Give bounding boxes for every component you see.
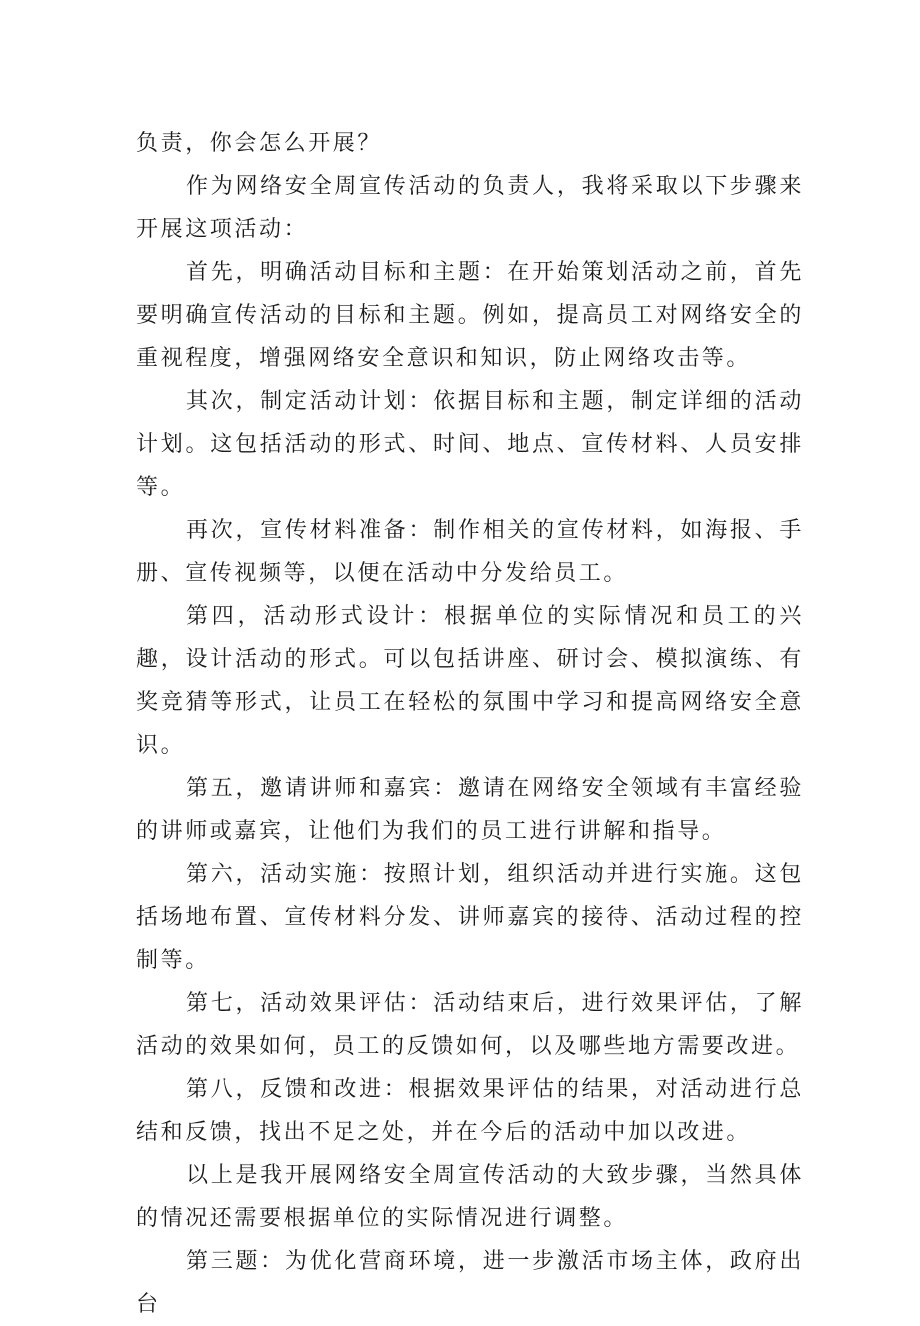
paragraph-step-6: 第六，活动实施：按照计划，组织活动并进行实施。这包括场地布置、宣传材料分发、讲师嘉宾的接待、活动过程的控制等。	[136, 862, 804, 973]
paragraph-step-4: 第四，活动形式设计：根据单位的实际情况和员工的兴趣，设计活动的形式。可以包括讲座、研讨会、模拟演练、有奖竞猜等形式，让员工在轻松的氛围中学习和提高网络安全意识。	[136, 604, 804, 758]
paragraph-question-3: 第三题：为优化营商环境，进一步激活市场主体，政府出台	[136, 1249, 804, 1317]
paragraph-step-5: 第五，邀请讲师和嘉宾：邀请在网络安全领域有丰富经验的讲师或嘉宾，让他们为我们的员工进行讲解和指导。	[136, 776, 804, 844]
paragraph-step-1: 首先，明确活动目标和主题：在开始策划活动之前，首先要明确宣传活动的目标和主题。例如，提高员工对网络安全的重视程度，增强网络安全意识和知识，防止网络攻击等。	[136, 260, 804, 371]
paragraph-summary: 以上是我开展网络安全周宣传活动的大致步骤，当然具体的情况还需要根据单位的实际情况进行调整。	[136, 1163, 804, 1231]
document-body	[136, 122, 804, 1326]
paragraph-continuation: 负责，你会怎么开展？	[136, 131, 383, 156]
paragraph-step-3: 再次，宣传材料准备：制作相关的宣传材料，如海报、手册、宣传视频等，以便在活动中分发给员工。	[136, 518, 804, 586]
paragraph-step-2: 其次，制定活动计划：依据目标和主题，制定详细的活动计划。这包括活动的形式、时间、地点、宣传材料、人员安排等。	[136, 389, 804, 500]
paragraph-step-8: 第八，反馈和改进：根据效果评估的结果，对活动进行总结和反馈，找出不足之处，并在今后的活动中加以改进。	[136, 1077, 804, 1145]
paragraph-intro: 作为网络安全周宣传活动的负责人，我将采取以下步骤来开展这项活动：	[136, 174, 804, 242]
paragraph-step-7: 第七，活动效果评估：活动结束后，进行效果评估，了解活动的效果如何，员工的反馈如何，以及哪些地方需要改进。	[136, 991, 804, 1059]
